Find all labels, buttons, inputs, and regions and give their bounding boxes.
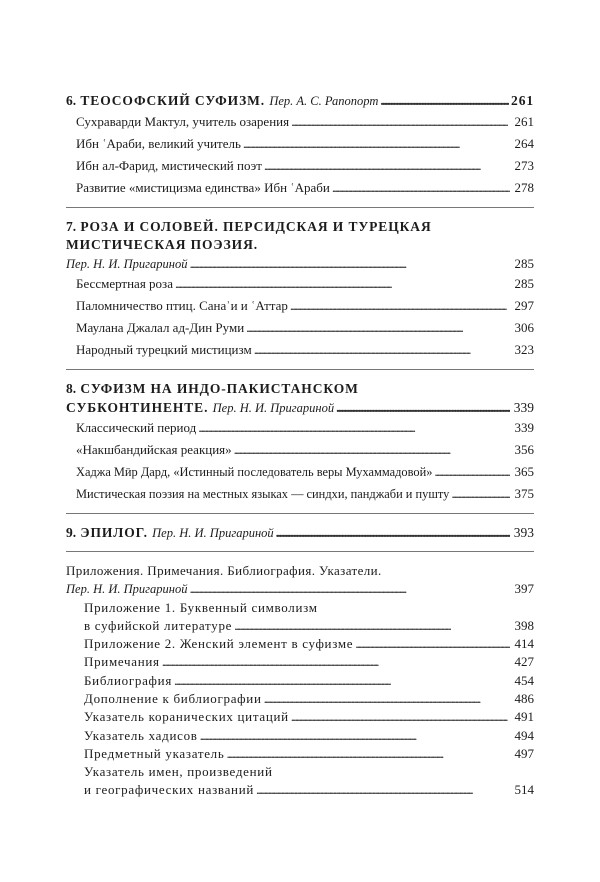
- toc-entry[interactable]: [76, 295, 534, 317]
- page-number: 486: [514, 690, 534, 706]
- page-number: 278: [514, 179, 534, 195]
- section-divider: [66, 369, 534, 370]
- chapter-heading[interactable]: [66, 92, 534, 111]
- toc-entry[interactable]: [66, 763, 534, 800]
- chapter-title-line2: МИСТИЧЕСКАЯ ПОЭЗИЯ.: [66, 237, 258, 252]
- page-number: 454: [514, 672, 534, 688]
- section-divider: [66, 207, 534, 208]
- dot-leader: [189, 580, 510, 599]
- dot-leader: [264, 155, 510, 177]
- chapter-title-line1: СУФИЗМ НА ИНДО-ПАКИСТАНСКОМ: [80, 381, 359, 396]
- translator-credit: Пер. Н. И. Пригариной: [152, 526, 274, 540]
- chapter-number: 6.: [66, 93, 77, 108]
- appendix-section: [66, 562, 534, 800]
- appendix-heading[interactable]: Приложения. Примечания. Библиография. Указатели.: [66, 562, 382, 578]
- appendix-translator-line[interactable]: [66, 580, 534, 599]
- toc-entry[interactable]: [66, 599, 534, 636]
- dot-leader: [254, 339, 510, 361]
- entry-title: Дополнение к библиографии: [84, 690, 262, 706]
- page-number: 261: [514, 113, 534, 129]
- chapter-title-line1: РОЗА И СОЛОВЕЙ. ПЕРСИДСКАЯ И ТУРЕЦКАЯ: [80, 218, 432, 234]
- entry-title: Хаджа Мӣр Дард, «Истинный последователь веры Мухаммадовой»: [76, 465, 433, 479]
- page-number: 261: [511, 93, 534, 108]
- toc-entry[interactable]: [76, 273, 534, 295]
- dot-leader: [355, 635, 510, 653]
- toc-entry[interactable]: [76, 439, 534, 461]
- dot-leader: [291, 708, 510, 726]
- entry-title: Предметный указатель: [84, 745, 225, 761]
- toc-entry[interactable]: [76, 317, 534, 339]
- dot-leader: [234, 439, 510, 461]
- page-number: 273: [514, 157, 534, 173]
- dot-leader: [246, 317, 510, 339]
- page-number: 356: [514, 442, 534, 457]
- translator-credit: Пер. А. С. Рапопорт: [269, 94, 379, 108]
- dot-leader: [175, 273, 510, 295]
- page-number: 264: [514, 135, 534, 151]
- page-number: 514: [514, 782, 534, 798]
- dot-leader: [291, 111, 510, 133]
- entry-title: Сухраварди Мактул, учитель озарения: [76, 113, 290, 129]
- section-divider: [66, 551, 534, 552]
- section-list: [66, 273, 534, 361]
- dot-leader: [276, 524, 510, 543]
- appendix-list: [66, 599, 534, 800]
- page-number: 365: [514, 464, 534, 479]
- toc-entry[interactable]: [76, 155, 534, 177]
- chapter-8: [66, 380, 534, 505]
- dot-leader: [200, 727, 510, 745]
- table-of-contents: [66, 92, 534, 800]
- dot-leader: [380, 92, 509, 111]
- entry-title: «Накшбандийская реакция»: [76, 442, 232, 457]
- page-number: 297: [514, 298, 534, 313]
- entry-title-line2: в суфийской литературе: [84, 617, 233, 633]
- toc-entry[interactable]: [76, 177, 534, 199]
- entry-title: Паломничество птиц. Санаʾи и ʿАттар: [76, 298, 288, 313]
- entry-title: Указатель коранических цитаций: [84, 709, 289, 725]
- toc-entry[interactable]: [66, 708, 534, 726]
- chapter-6: [66, 92, 534, 199]
- toc-entry[interactable]: [76, 483, 534, 505]
- entry-title-line1: Указатель имен, произведений: [84, 764, 273, 780]
- page-number: 285: [514, 276, 534, 291]
- toc-entry[interactable]: [66, 727, 534, 745]
- entry-title: Приложение 2. Женский элемент в суфизме: [84, 636, 354, 652]
- dot-leader: [290, 295, 510, 317]
- chapter-number: 8.: [66, 381, 77, 396]
- entry-title: Библиография: [84, 672, 173, 688]
- entry-title: Классический период: [76, 420, 197, 435]
- chapter-title: ТЕОСОФСКИЙ СУФИЗМ.: [80, 93, 266, 108]
- translator-credit: Пер. Н. И. Пригариной: [212, 400, 335, 415]
- dot-leader: [198, 417, 510, 439]
- page-number: 323: [514, 342, 534, 357]
- toc-entry[interactable]: [76, 339, 534, 361]
- page-number: 393: [513, 525, 534, 540]
- chapter-title-line2: СУБКОНТИНЕНТЕ.: [66, 399, 209, 415]
- section-divider: [66, 513, 534, 514]
- dot-leader: [434, 461, 510, 483]
- entry-title: Указатель хадисов: [84, 727, 198, 743]
- dot-leader: [243, 133, 510, 155]
- chapter-heading[interactable]: [66, 524, 534, 543]
- entry-title: Маулана Джалал ад-Дин Руми: [76, 320, 245, 335]
- toc-entry[interactable]: [76, 133, 534, 155]
- dot-leader: [451, 483, 510, 505]
- toc-entry[interactable]: [76, 417, 534, 439]
- page-number: 491: [514, 709, 534, 725]
- entry-title-line1: Приложение 1. Буквенный символизм: [84, 599, 318, 615]
- page-number: 339: [514, 420, 534, 435]
- page-number: 398: [514, 617, 534, 633]
- section-list: [66, 417, 534, 505]
- entry-title-line2: и географических названий: [84, 782, 255, 798]
- page-number: 414: [514, 636, 534, 652]
- chapter-number: 9.: [66, 525, 77, 540]
- page-number: 339: [513, 399, 534, 415]
- section-list: [66, 111, 534, 199]
- page-number: 375: [514, 486, 534, 501]
- toc-entry[interactable]: [66, 690, 534, 708]
- dot-leader: [256, 781, 510, 799]
- page-number: 497: [514, 745, 534, 761]
- chapter-title: ЭПИЛОГ.: [80, 525, 148, 540]
- toc-entry[interactable]: [76, 461, 534, 483]
- toc-entry[interactable]: [76, 111, 534, 133]
- chapter-number: 7.: [66, 218, 77, 234]
- toc-entry[interactable]: [66, 653, 534, 671]
- page-number: 427: [514, 654, 534, 670]
- entry-title: Народный турецкий мистицизм: [76, 342, 252, 357]
- translator-credit: Пер. Н. И. Пригариной: [66, 256, 188, 271]
- chapter-9: [66, 524, 534, 543]
- chapter-heading[interactable]: [66, 380, 534, 399]
- entry-title: Ибн ал-Фарид, мистический поэт: [76, 157, 262, 173]
- toc-entry[interactable]: [66, 635, 534, 653]
- chapter-translator-line[interactable]: [66, 255, 534, 274]
- chapter-heading-line2[interactable]: [66, 399, 534, 418]
- dot-leader: [174, 672, 510, 690]
- chapter-heading[interactable]: [66, 218, 534, 237]
- dot-leader: [336, 399, 510, 418]
- dot-leader: [234, 617, 510, 635]
- dot-leader: [189, 255, 510, 274]
- entry-title: Мистическая поэзия на местных языках — синдхи, панджаби и пушту: [76, 487, 450, 501]
- dot-leader: [162, 653, 510, 671]
- entry-title: Бессмертная роза: [76, 276, 173, 291]
- dot-leader: [264, 690, 510, 708]
- translator-credit: Пер. Н. И. Пригариной: [66, 582, 188, 596]
- dot-leader: [227, 745, 510, 763]
- chapter-7: [66, 218, 534, 362]
- page-number: 494: [514, 727, 534, 743]
- toc-entry[interactable]: [66, 745, 534, 763]
- page-number: 285: [514, 255, 534, 271]
- dot-leader: [332, 177, 510, 199]
- entry-title: Ибн ʿАраби, великий учитель: [76, 135, 241, 151]
- page-number: 306: [514, 320, 534, 335]
- toc-entry[interactable]: [66, 672, 534, 690]
- entry-title: Развитие «мистицизма единства» Ибн ʿАраби: [76, 179, 330, 195]
- entry-title: Примечания: [84, 654, 160, 670]
- page-number: 397: [514, 581, 534, 596]
